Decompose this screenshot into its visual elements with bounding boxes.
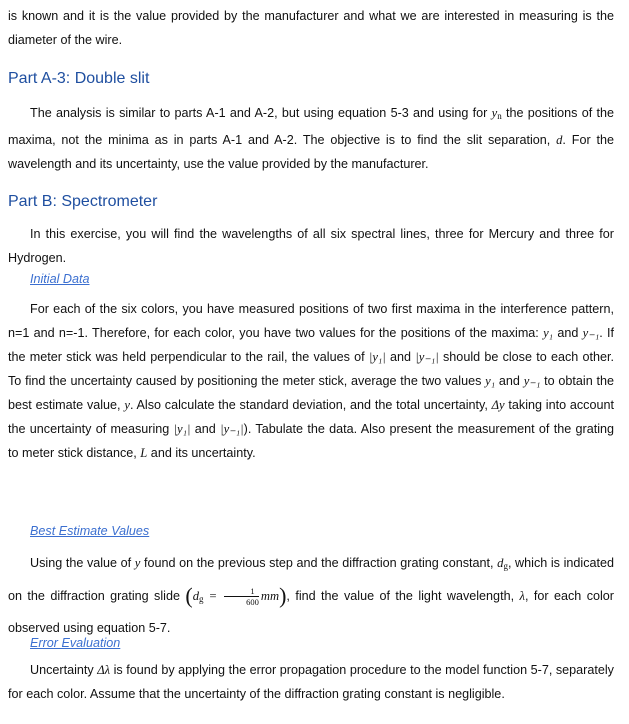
link-error-evaluation[interactable]: Error Evaluation [30,636,121,650]
symbol-y-minus-1: y₋₁ [582,326,600,340]
paren-close: ) [279,583,287,608]
initial-data-text-2: and [553,326,583,340]
symbol-n-subscript: n [497,111,502,121]
symbol-delta-y: Δy [491,398,505,412]
best-estimate-text-5: , for each color observed using equation 5-7. [8,589,614,635]
paren-open: ( [185,583,193,608]
error-evaluation-paragraph [8,658,614,706]
symbol-y: y [491,106,498,120]
initial-data-text-8: . Also calculate the standard deviation, and the total uncertainty, [129,398,492,412]
part-a3-text-1: The analysis is similar to parts A-1 and A-2, but using equation 5-3 and using for [30,106,492,120]
symbol-delta-lambda: Δλ [97,663,111,677]
formula-fraction [224,586,259,607]
best-estimate-text-3: , which is indicated on the diffraction grating slide [8,556,614,603]
initial-data-text-1: For each of the six colors, you have measured positions of two first maxima in the interference pattern, n=1 and n=-1. Therefore, for each color, you have two values for the positions of the maxima: [8,302,614,340]
symbol-abs-y-minus-1-b: |y₋₁| [220,422,244,436]
heading-part-b: Part B: Spectrometer [8,193,158,210]
link-best-estimate-values[interactable]: Best Estimate Values [30,524,150,538]
best-estimate-paragraph [8,549,614,643]
symbol-lambda: λ [519,589,525,603]
formula-dg-subscript: g [199,594,204,604]
fraction-numerator: 1 [224,586,259,597]
best-estimate-text-1: Using the value of [30,556,135,570]
intro-text: is known and it is the value provided by the manufacturer and what we are interested in measuring is the diameter of the wire. [8,9,614,47]
initial-data-text-12: and its uncertainty. [147,446,256,460]
symbol-dg: d [497,556,504,570]
formula-equals: = [203,589,223,603]
part-a3-text-3: . For the wavelength and its uncertainty, use the value provided by the manufacturer. [8,133,614,171]
symbol-abs-y1: |y₁| [368,350,386,364]
initial-data-text-6: and [495,374,524,388]
initial-data-text-5: should be close to each other. To find the uncertainty caused by positioning the meter stick, average the two values [8,350,614,388]
intro-paragraph [8,4,614,52]
formula-dg: d [192,589,199,603]
error-evaluation-text-1: Uncertainty [30,663,98,677]
initial-data-text-3: . If the meter stick was held perpendicular to the rail, the values of [8,326,614,364]
initial-data-text-7: to obtain the best estimate value, [8,374,615,412]
error-evaluation-text-2: is found by applying the error propagation procedure to the model function 5-7, separately for each color. Assume that the uncertainty of the diffraction grating constant is negligible. [8,663,614,701]
initial-data-paragraph [8,297,614,465]
initial-data-text-10: and [190,422,221,436]
symbol-abs-y1-b: |y₁| [173,422,191,436]
symbol-L: L [140,446,148,460]
best-estimate-text-2: found on the previous step and the diffraction grating constant, [140,556,498,570]
symbol-y-found: y [134,556,141,570]
best-estimate-text-4: , find the value of the light wavelength, [286,589,520,603]
symbol-y1-b: y₁ [485,374,496,388]
symbol-d: d [556,133,563,147]
initial-data-text-4: and [385,350,416,364]
part-a3-paragraph [8,101,614,176]
part-a3-text-2: the positions of the maxima, not the minima as in parts A-1 and A-2. The objective is to find the slit separation, [8,106,615,147]
symbol-y1: y₁ [543,326,554,340]
symbol-dg-subscript: g [503,561,508,571]
initial-data-text-9: taking into account the uncertainty of measuring [8,398,614,436]
symbol-y-best: y [124,398,130,412]
link-initial-data[interactable]: Initial Data [30,272,90,286]
heading-part-a3: Part A-3: Double slit [8,70,150,87]
part-b-intro-paragraph [8,222,614,270]
formula-unit: mm [260,589,280,603]
initial-data-text-11: ). Tabulate the data. Also present the measurement of the grating to meter stick distance, [8,422,614,460]
symbol-abs-y-minus-1: |y₋₁| [415,350,439,364]
symbol-y-minus-1-b: y₋₁ [523,374,541,388]
part-b-intro-text: In this exercise, you will find the wavelengths of all six spectral lines, three for Mercury and three for Hydrogen. [8,227,614,265]
fraction-denominator: 600 [246,597,259,608]
